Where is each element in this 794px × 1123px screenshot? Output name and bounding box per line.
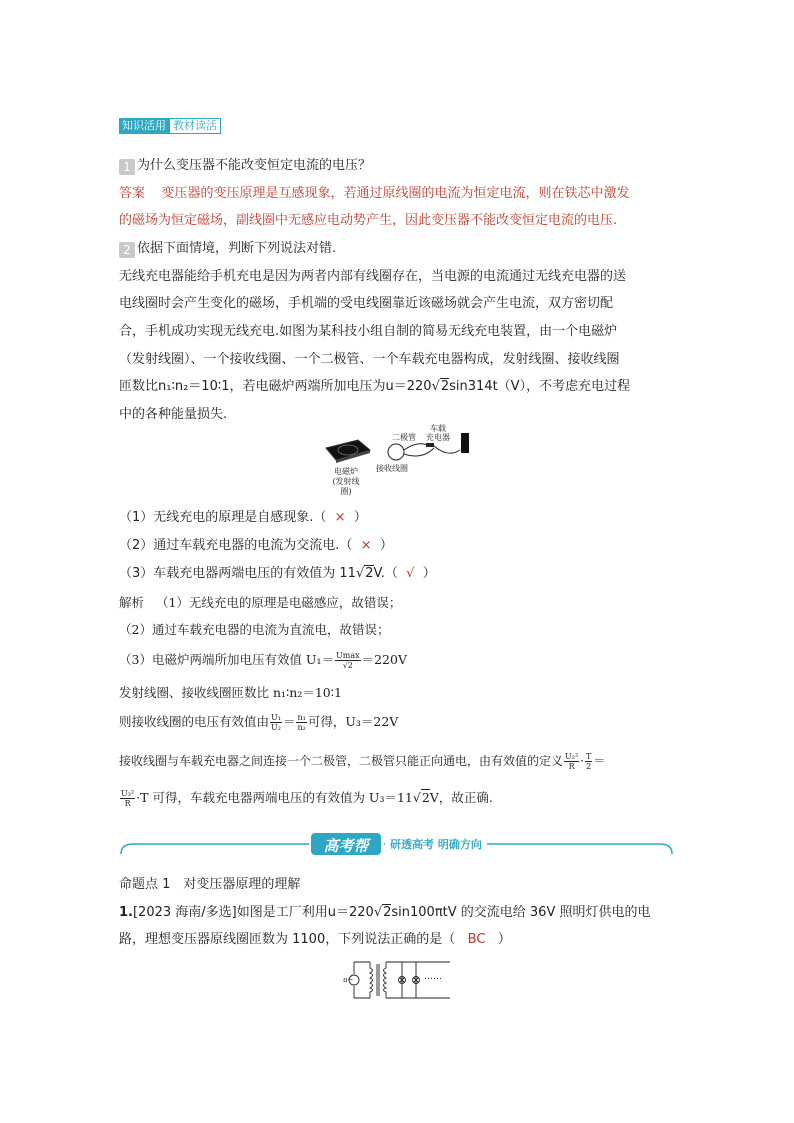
- lamp-ellipsis: ……: [424, 972, 442, 982]
- q2-paragraph-line2: 电线圈时会产生变化的磁场，手机端的受电线圈靠近该磁场就会产生电流，双方密切配: [119, 296, 614, 311]
- solution-line2: （2）通过车载充电器的电流为直流电，故错误；: [119, 622, 390, 637]
- source-label: u~: [343, 976, 354, 984]
- cooker-label: 电磁炉 (发射线圈): [332, 467, 360, 496]
- q2-paragraph-line5: 匝数比n₁∶n₂＝10∶1，若电磁炉两端所加电压为u＝220√2sin314t（V），不考虑充电过程: [119, 379, 631, 394]
- problem1-answer: BC: [467, 932, 486, 947]
- q1-question: [119, 157, 371, 175]
- q1-answer-line2: 的磁场为恒定磁场，副线圈中无感应电动势产生，因此变压器不能改变恒定电流的电压.: [119, 213, 618, 228]
- q2-paragraph-line6: 中的各种能量损失.: [119, 407, 228, 422]
- solution-line3: （3）电磁炉两端所加电压有效值 U₁＝ $\frac{Umax}{√2}$ ＝220V: [119, 651, 407, 670]
- tag-textbook-reading: 教材读活: [169, 118, 221, 134]
- solution-line7: $\frac{\text{U₃²}}{R}$ ·T 可得，车载充电器两端电压的有效值为 U₃＝11√2V，故正确.: [121, 789, 493, 808]
- wrong-mark-icon: ×: [334, 510, 346, 525]
- q1-question-text: 为什么变压器不能改变恒定电流的电压？: [137, 158, 372, 173]
- statement-3: （3）车载充电器两端电压的有效值为 11√2V.（ √ ）: [119, 566, 436, 581]
- wire-icon: [404, 448, 434, 456]
- solution-line5: 则接收线圈的电压有效值由 $\frac{\text{U₁}}{\text{U₂}}$ ＝ $\frac{\text{n₁}}{\text{n₂}}$ 可得，U₃＝22V: [119, 713, 399, 732]
- statement-2: （2）通过车载充电器的电流为交流电.（ × ）: [119, 538, 393, 553]
- correct-mark-icon: √: [406, 566, 415, 581]
- banner-subtitle: 研透高考 明确方向: [385, 836, 487, 852]
- answer-label: 答案: [119, 186, 146, 201]
- diode-icon: [426, 443, 434, 447]
- problem1-line2: 路，理想变压器原线圈匝数为 1100，下列说法正确的是（ BC ）: [119, 932, 511, 947]
- wrong-mark-icon: ×: [360, 538, 372, 553]
- statement-1: （1）无线充电的原理是自感现象.（ × ）: [119, 510, 367, 525]
- q2-number-badge: 2: [119, 242, 135, 258]
- solution-label: 解析: [119, 595, 145, 610]
- diode-label: 二极管: [392, 433, 416, 442]
- problem1-line1: 1.[2023 海南/多选]如图是工厂利用u＝220√2sin100πtV 的交流电给 36V 照明灯供电的电: [119, 905, 651, 920]
- charger-label: 车载 充电器: [426, 424, 450, 442]
- coil-label: 接收线圈: [376, 464, 408, 473]
- q2-title: 2 依据下面情境，判断下列说法对错.: [119, 240, 336, 258]
- wire-icon: [434, 446, 460, 453]
- solution-line1: 解析 （1）无线充电的原理是电磁感应，故错误；: [119, 595, 402, 610]
- banner-title: 高考帮: [323, 837, 369, 855]
- q1-number-badge: 1: [119, 159, 135, 175]
- q2-paragraph-line1: 无线充电器能给手机充电是因为两者内部有线圈存在，当电源的电流通过无线充电器的送: [119, 269, 627, 284]
- q2-paragraph-line3: 合，手机成功实现无线充电.如图为某科技小组自制的简易无线充电装置，由一个电磁炉: [119, 324, 618, 339]
- solution-line4: 发射线圈、接收线圈匝数比 n₁∶n₂＝10∶1: [119, 685, 342, 700]
- q2-paragraph-line4: （发射线圈）、一个接收线圈、一个二极管、一个车载充电器构成，发射线圈、接收线圈: [119, 352, 620, 367]
- wireless-charger-figure: [318, 424, 478, 496]
- receiving-coil-icon: [388, 444, 404, 460]
- gaokao-banner: [119, 830, 674, 858]
- induction-cooker-icon: [326, 440, 370, 463]
- tag-knowledge-use: 知识活用: [119, 118, 169, 134]
- section-tag-group: [119, 118, 221, 134]
- topic-heading: 命题点 1 对变压器原理的理解: [119, 877, 301, 892]
- q1-answer-line1: 答案 变压器的变压原理是互感现象，若通过原线圈的电流为恒定电流，则在铁芯中激发: [119, 186, 630, 201]
- solution-line6: 接收线圈与车载充电器之间连接一个二极管，二极管只能正向通电，由有效值的定义 $\frac{\text{U₂²}}{R}$ · $\frac{T}{2}$ ＝: [119, 752, 606, 771]
- charger-device-icon: [461, 433, 469, 453]
- transformer-circuit-figure: [340, 956, 452, 1004]
